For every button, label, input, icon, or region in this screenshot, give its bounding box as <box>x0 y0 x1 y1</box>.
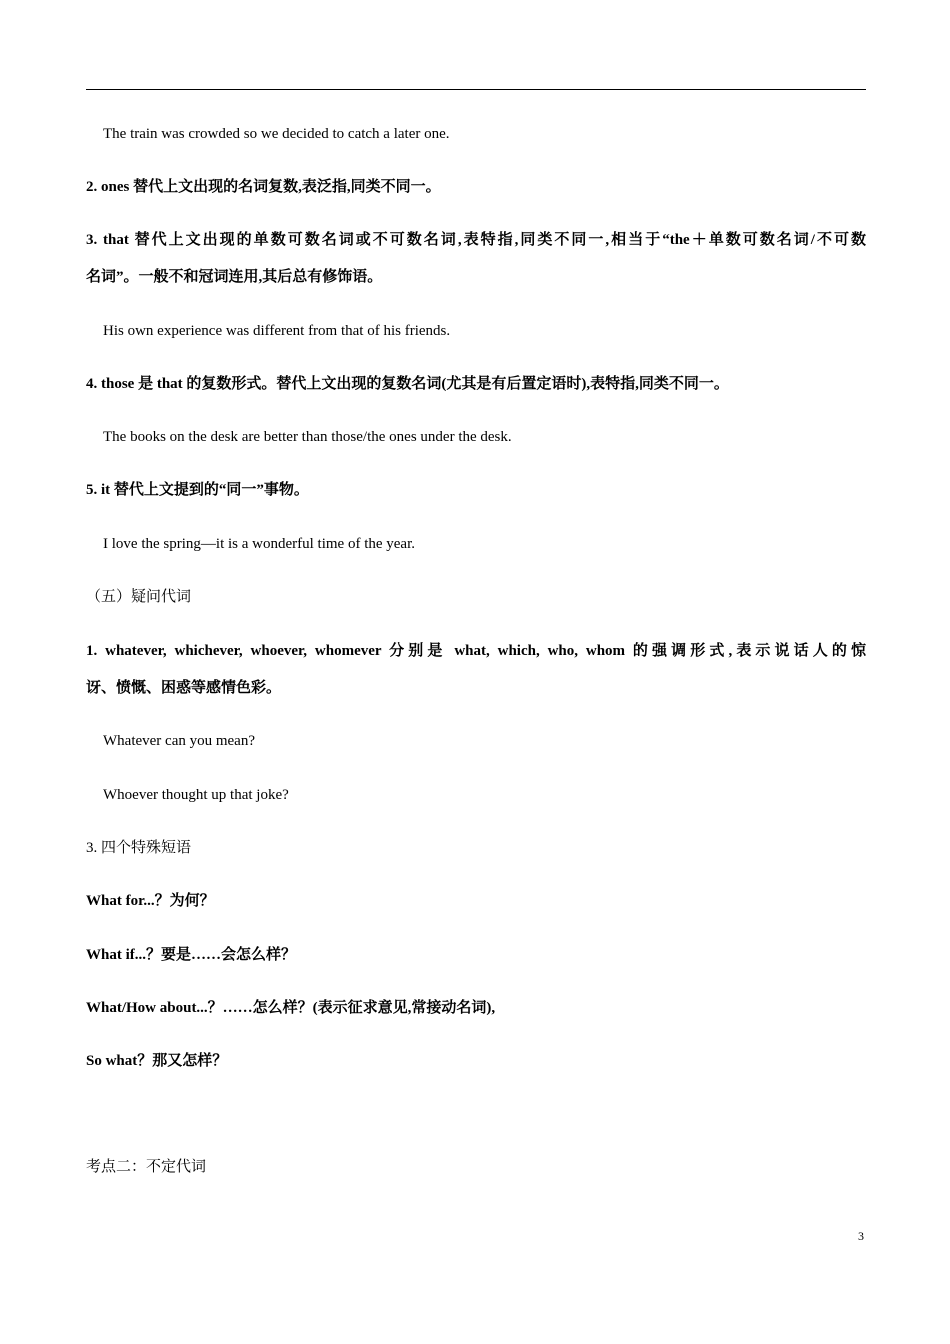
rule-item-that: 3. that 替代上文出现的单数可数名词或不可数名词,表特指,同类不同一,相当于“the＋单数可数名词/不可数 <box>86 232 866 248</box>
header-rule <box>86 89 866 90</box>
subheading: 3. 四个特殊短语 <box>86 840 192 856</box>
phrase-item: What if...？要是……会怎么样？ <box>86 947 297 963</box>
rule-item-that-continued: 名词”。一般不和冠词连用,其后总有修饰语。 <box>86 269 383 285</box>
example-sentence: Whatever can you mean? <box>103 733 255 749</box>
page-number: 3 <box>858 1229 864 1243</box>
rule-item-ones: 2. ones 替代上文出现的名词复数,表泛指,同类不同一。 <box>86 179 441 195</box>
rule-item-whatever-continued: 讶、愤慨、困惑等感情色彩。 <box>86 680 282 696</box>
example-sentence: The train was crowded so we decided to catch a later one. <box>103 126 450 142</box>
section-heading: （五）疑问代词 <box>86 589 192 605</box>
phrase-item: So what？那又怎样？ <box>86 1053 228 1069</box>
phrase-item: What for...？为何？ <box>86 893 215 909</box>
example-sentence: His own experience was different from that of his friends. <box>103 323 451 339</box>
example-sentence: Whoever thought up that joke? <box>103 787 289 803</box>
phrase-item: What/How about...？……怎么样？(表示征求意见,常接动名词), <box>86 1000 496 1016</box>
example-sentence: I love the spring—it is a wonderful time of the year. <box>103 536 416 552</box>
section-heading: 考点二：不定代词 <box>86 1159 207 1175</box>
rule-item-whatever: 1. whatever, whichever, whoever, whomever 分别是 what, which, who, whom 的强调形式,表示说话人的惊 <box>86 643 866 659</box>
rule-item-those: 4. those 是 that 的复数形式。替代上文出现的复数名词(尤其是有后置定语时),表特指,同类不同一。 <box>86 376 729 392</box>
rule-item-it: 5. it 替代上文提到的“同一”事物。 <box>86 482 309 498</box>
example-sentence: The books on the desk are better than those/the ones under the desk. <box>103 429 512 445</box>
